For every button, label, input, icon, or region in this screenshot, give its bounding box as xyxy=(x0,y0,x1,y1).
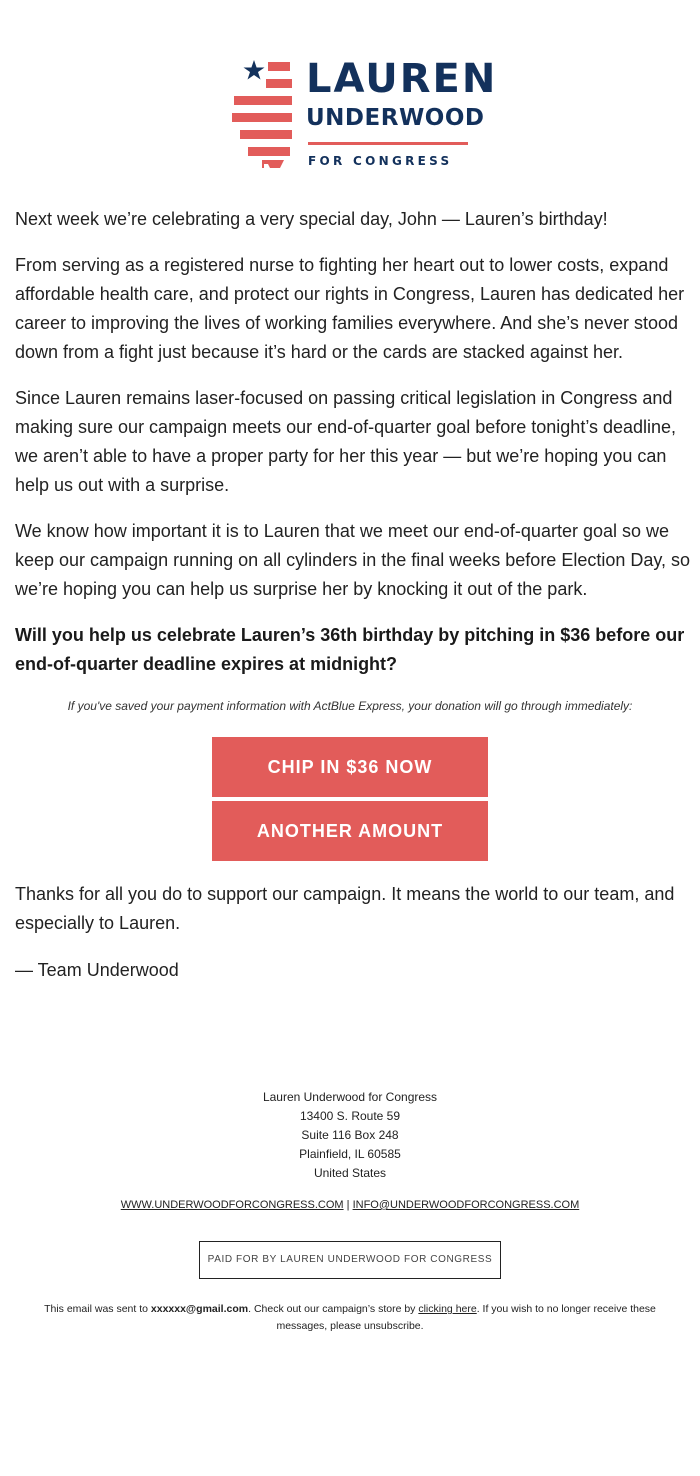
logo-divider xyxy=(308,142,468,145)
logo-stripe xyxy=(234,96,292,105)
footer-address xyxy=(0,1088,700,1183)
body-paragraph-4: We know how important it is to Lauren that we meet our end-of-quarter goal so we keep our campaign running on all cylinders in the final weeks before Election Day, so we’re hoping you can help us surprise her by knocking it out of the park. xyxy=(15,521,691,599)
logo-stripe xyxy=(248,147,290,156)
signoff: — Team Underwood xyxy=(15,960,179,980)
donation-ask: Will you help us celebrate Lauren’s 36th birthday by pitching in $36 before our end-of-quarter deadline expires at midnight? xyxy=(15,625,685,674)
footer-street: 13400 S. Route 59 xyxy=(299,1109,401,1123)
logo-stripe xyxy=(268,62,290,71)
logo-name-line1: LAUREN xyxy=(306,56,498,102)
footer-org: Lauren Underwood for Congress xyxy=(262,1090,438,1104)
thanks-paragraph: Thanks for all you do to support our campaign. It means the world to our team, and especially to Lauren. xyxy=(15,884,675,933)
email-link[interactable]: INFO@UNDERWOODFORCONGRESS.COM xyxy=(352,1199,580,1211)
logo-tagline: FOR CONGRESS xyxy=(308,154,453,168)
email-header xyxy=(0,0,700,190)
paid-for-disclaimer: PAID FOR BY LAUREN UNDERWOOD FOR CONGRESS xyxy=(199,1241,501,1279)
recipient-email: xxxxxx@gmail.com xyxy=(150,1303,249,1315)
chip-in-36-button[interactable]: CHIP IN $36 NOW xyxy=(212,737,488,797)
link-separator: | xyxy=(346,1199,350,1211)
footer-suite: Suite 116 Box 248 xyxy=(301,1128,399,1142)
logo-star xyxy=(244,60,265,80)
logo-name-line2: UNDERWOOD xyxy=(306,105,485,131)
legal-text-1: This email was sent to xyxy=(44,1303,151,1315)
logo-stripe xyxy=(232,113,292,122)
logo-stripe xyxy=(262,160,284,168)
footer-city: Plainfield, IL 60585 xyxy=(299,1147,401,1161)
body-paragraph-3: Since Lauren remains laser-focused on passing critical legislation in Congress and making sure our campaign meets our end-of-quarter goal before tonight’s deadline, we aren’t able to have a proper party for her this year — but we’re hoping you can help us out with a surprise. xyxy=(15,388,677,495)
website-link[interactable]: WWW.UNDERWOODFORCONGRESS.COM xyxy=(120,1199,344,1211)
legal-text-2: . Check out our campaign’s store by xyxy=(248,1303,419,1315)
actblue-express-note: If you've saved your payment information with ActBlue Express, your donation will go through immediately: xyxy=(67,699,633,713)
legal-text-3: . If you wish to no longer receive these messages, please unsubscribe. xyxy=(276,1303,656,1332)
store-link[interactable]: clicking here xyxy=(418,1303,477,1315)
greeting-paragraph: Next week we’re celebrating a very special day, John — Lauren’s birthday! xyxy=(15,209,608,229)
logo-stripe xyxy=(266,79,292,88)
another-amount-button[interactable]: ANOTHER AMOUNT xyxy=(212,801,488,861)
logo-stripe xyxy=(240,130,292,139)
body-paragraph-2: From serving as a registered nurse to fighting her heart out to lower costs, expand affordable health care, and protect our rights in Congress, Lauren has dedicated her career to improving the lives of working families everywhere. And she’s never stood down from a fight just because it’s hard or the cards are stacked against her. xyxy=(15,255,685,362)
footer-legal-text xyxy=(20,1301,680,1335)
footer-country: United States xyxy=(313,1166,387,1180)
footer-links xyxy=(0,1199,700,1211)
illinois-flag-logo-icon xyxy=(232,58,294,170)
